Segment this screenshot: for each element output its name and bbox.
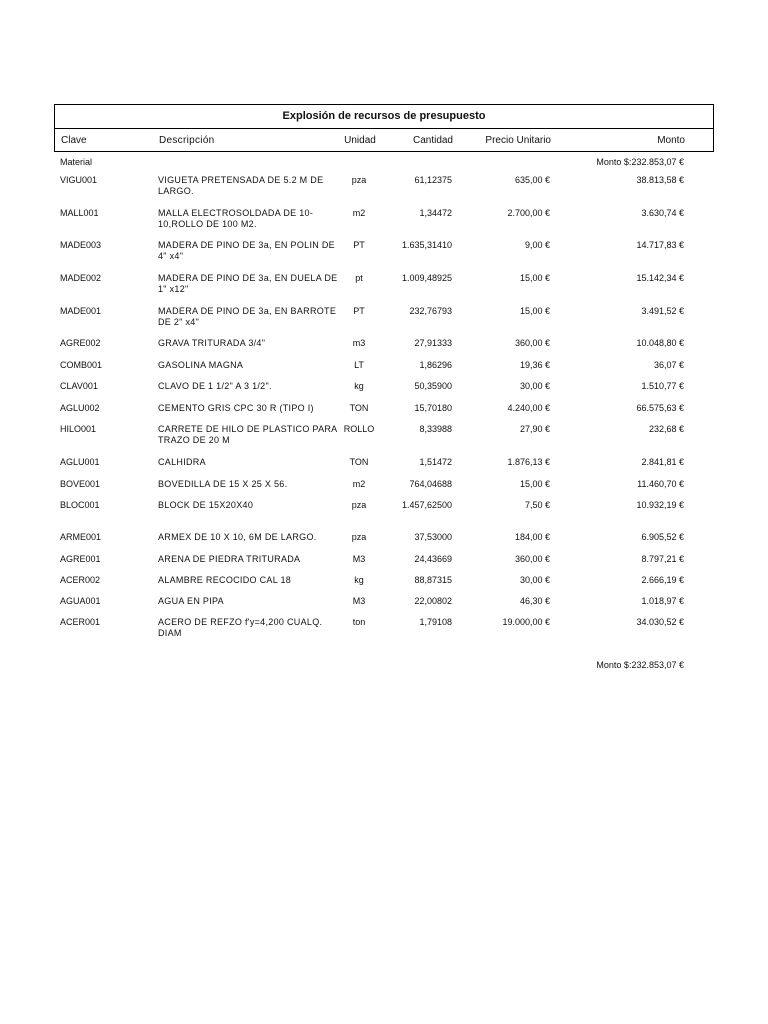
cell-monto: 66.575,63 €: [636, 403, 684, 413]
cell-descripcion: VIGUETA PRETENSADA DE 5.2 M DE LARGO.: [158, 175, 324, 196]
group-total: Monto $:232.853,07 €: [596, 157, 684, 167]
cell-cantidad: 8,33988: [419, 424, 452, 434]
cell-unidad: pza: [351, 175, 367, 185]
cell-descripcion: ARENA DE PIEDRA TRITURADA: [158, 554, 301, 564]
cell-cantidad: 50,35900: [414, 381, 452, 391]
cell-monto: 232,68 €: [648, 424, 684, 434]
cell-descripcion: ACERO DE REFZO f'y=4,200 CUALQ. DIAM: [158, 617, 323, 638]
cell-cantidad: 1.009,48925: [401, 273, 452, 283]
cell-descripcion: BLOCK DE 15X20X40: [158, 500, 254, 510]
grand-total: Monto $:232.853,07 €: [596, 660, 684, 670]
table-row: [54, 381, 714, 403]
cell-unidad: M3: [352, 596, 366, 606]
cell-clave: CLAV001: [60, 381, 98, 391]
cell-cantidad: 1,79108: [419, 617, 452, 627]
resource-report: [54, 104, 714, 674]
grand-total-row: [54, 660, 714, 674]
cell-clave: AGUA001: [60, 596, 101, 606]
cell-cantidad: 1.457,62500: [401, 500, 452, 510]
cell-unidad: PT: [353, 240, 365, 250]
cell-monto: 38.813,58 €: [636, 175, 684, 185]
table-row: [54, 208, 714, 240]
cell-monto: 14.717,83 €: [636, 240, 684, 250]
table-row: [54, 554, 714, 575]
report-header-box: [54, 104, 714, 152]
cell-cantidad: 61,12375: [414, 175, 452, 185]
cell-precio: 19.000,00 €: [502, 617, 550, 627]
cell-descripcion: MADERA DE PINO DE 3a, EN BARROTE DE 2" x4": [158, 306, 337, 327]
table-row: [54, 306, 714, 338]
cell-unidad: pt: [355, 273, 363, 283]
header-descripcion: Descripción: [159, 135, 215, 146]
cell-monto: 2.666,19 €: [641, 575, 684, 585]
cell-monto: 15.142,34 €: [636, 273, 684, 283]
cell-unidad: kg: [354, 575, 364, 585]
table-row: [54, 575, 714, 596]
cell-descripcion: AGUA EN PIPA: [158, 596, 224, 606]
cell-unidad: pza: [351, 532, 367, 542]
cell-unidad: PT: [353, 306, 365, 316]
cell-clave: ACER001: [60, 617, 101, 627]
cell-cantidad: 1,86296: [419, 360, 452, 370]
cell-precio: 30,00 €: [519, 575, 550, 585]
cell-cantidad: 232,76793: [409, 306, 452, 316]
table-row: [54, 403, 714, 424]
cell-clave: AGLU002: [60, 403, 100, 413]
column-headers: [55, 129, 713, 153]
cell-precio: 15,00 €: [519, 479, 550, 489]
cell-monto: 34.030,52 €: [636, 617, 684, 627]
cell-precio: 1.876,13 €: [507, 457, 550, 467]
cell-descripcion: MALLA ELECTROSOLDADA DE 10-10,ROLLO DE 100 M2.: [158, 208, 314, 229]
table-row: [54, 457, 714, 479]
header-monto: Monto: [657, 135, 685, 146]
cell-monto: 2.841,81 €: [641, 457, 684, 467]
cell-precio: 15,00 €: [519, 273, 550, 283]
cell-cantidad: 24,43669: [414, 554, 452, 564]
header-unidad: Unidad: [344, 135, 376, 146]
table-row: [54, 532, 714, 554]
cell-clave: AGRE002: [60, 338, 101, 348]
cell-precio: 184,00 €: [514, 532, 550, 542]
cell-cantidad: 22,00802: [414, 596, 452, 606]
cell-clave: AGRE001: [60, 554, 101, 564]
table-row: [54, 596, 714, 617]
report-title: Explosión de recursos de presupuesto: [55, 105, 713, 129]
cell-monto: 36,07 €: [653, 360, 684, 370]
cell-descripcion: ALAMBRE RECOCIDO CAL 18: [158, 575, 292, 585]
cell-unidad: LT: [354, 360, 364, 370]
table-row: [54, 360, 714, 381]
cell-unidad: pza: [351, 500, 367, 510]
cell-precio: 27,90 €: [519, 424, 550, 434]
cell-unidad: m2: [352, 479, 366, 489]
cell-clave: MADE002: [60, 273, 102, 283]
cell-monto: 10.048,80 €: [636, 338, 684, 348]
cell-clave: COMB001: [60, 360, 103, 370]
cell-descripcion: CEMENTO GRIS CPC 30 R (TIPO I): [158, 403, 314, 413]
table-row: [54, 240, 714, 273]
cell-precio: 30,00 €: [519, 381, 550, 391]
cell-unidad: kg: [354, 381, 364, 391]
cell-monto: 11.460,70 €: [637, 479, 684, 489]
cell-descripcion: MADERA DE PINO DE 3a, EN POLIN DE 4" x4": [158, 240, 335, 261]
cell-clave: MADE003: [60, 240, 102, 250]
cell-unidad: TON: [349, 457, 369, 467]
cell-cantidad: 88,87315: [414, 575, 452, 585]
table-row: [54, 273, 714, 306]
cell-clave: ARME001: [60, 532, 102, 542]
cell-descripcion: GASOLINA MAGNA: [158, 360, 244, 370]
cell-cantidad: 15,70180: [414, 403, 452, 413]
cell-precio: 19,36 €: [519, 360, 550, 370]
cell-descripcion: GRAVA TRITURADA 3/4": [158, 338, 266, 348]
cell-descripcion: MADERA DE PINO DE 3a, EN DUELA DE 1" x12": [158, 273, 338, 294]
cell-cantidad: 37,53000: [414, 532, 452, 542]
cell-monto: 1.018,97 €: [641, 596, 684, 606]
cell-cantidad: 27,91333: [414, 338, 452, 348]
cell-monto: 8.797,21 €: [641, 554, 684, 564]
cell-precio: 4.240,00 €: [507, 403, 550, 413]
cell-monto: 6.905,52 €: [641, 532, 684, 542]
cell-cantidad: 1.635,31410: [401, 240, 452, 250]
cell-descripcion: BOVEDILLA DE 15 X 25 X 56.: [158, 479, 288, 489]
cell-precio: 9,00 €: [524, 240, 550, 250]
cell-cantidad: 1,34472: [419, 208, 452, 218]
cell-monto: 3.630,74 €: [641, 208, 684, 218]
header-precio: Precio Unitario: [485, 135, 551, 146]
cell-monto: 10.932,19 €: [636, 500, 684, 510]
table-row: [54, 479, 714, 500]
table-row: [54, 500, 714, 532]
cell-clave: MALL001: [60, 208, 99, 218]
cell-clave: ACER002: [60, 575, 101, 585]
table-row: [54, 175, 714, 208]
header-clave: Clave: [61, 135, 87, 146]
cell-unidad: ROLLO: [343, 424, 375, 434]
group-label: Material: [60, 157, 93, 167]
cell-clave: VIGU001: [60, 175, 98, 185]
cell-cantidad: 764,04688: [409, 479, 452, 489]
cell-descripcion: CARRETE DE HILO DE PLASTICO PARA TRAZO DE 20 M: [158, 424, 337, 445]
cell-precio: 7,50 €: [524, 500, 550, 510]
cell-monto: 1.510,77 €: [641, 381, 684, 391]
cell-clave: BOVE001: [60, 479, 101, 489]
table-row: [54, 338, 714, 360]
group-header: [54, 153, 714, 175]
cell-precio: 360,00 €: [514, 338, 550, 348]
table-row: [54, 424, 714, 457]
cell-precio: 15,00 €: [519, 306, 550, 316]
cell-clave: BLOC001: [60, 500, 100, 510]
cell-precio: 635,00 €: [514, 175, 550, 185]
header-cantidad: Cantidad: [412, 135, 453, 146]
table-row: [54, 617, 714, 650]
cell-descripcion: ARMEX DE 10 X 10, 6M DE LARGO.: [158, 532, 317, 542]
cell-descripcion: CLAVO DE 1 1/2" A 3 1/2".: [158, 381, 272, 391]
cell-clave: AGLU001: [60, 457, 100, 467]
cell-unidad: TON: [349, 403, 369, 413]
cell-unidad: M3: [352, 554, 366, 564]
cell-unidad: m2: [352, 208, 366, 218]
cell-descripcion: CALHIDRA: [158, 457, 206, 467]
cell-clave: MADE001: [60, 306, 102, 316]
cell-cantidad: 1,51472: [419, 457, 452, 467]
cell-monto: 3.491,52 €: [641, 306, 684, 316]
cell-clave: HILO001: [60, 424, 97, 434]
cell-precio: 2.700,00 €: [507, 208, 550, 218]
resource-rows: [54, 175, 714, 650]
cell-unidad: ton: [352, 617, 366, 627]
cell-precio: 360,00 €: [514, 554, 550, 564]
cell-precio: 46,30 €: [519, 596, 550, 606]
cell-unidad: m3: [352, 338, 366, 348]
